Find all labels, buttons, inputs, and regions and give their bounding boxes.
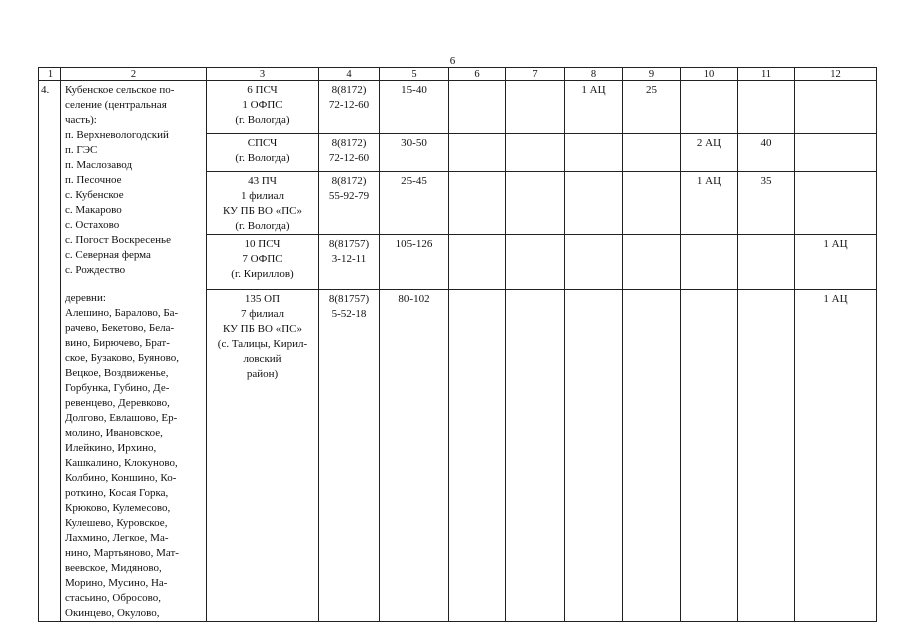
col-header-9: 9 [623,68,681,81]
settlement-name: Кубенское сельское по- [65,84,175,96]
village-list-line: Вецкое, Воздвиженье, [65,367,169,379]
settlement-name: часть): [65,114,97,126]
village-list-line: Лахмино, Легкое, Ма- [65,532,169,544]
village-list-line: деревни: [65,292,106,304]
unit-name [207,171,319,234]
empty-cell [449,235,506,289]
distance-value [623,171,681,234]
settlement-cell [61,81,207,622]
distance-value [738,81,795,134]
place-name: п. Песочное [65,174,122,186]
fire-units-table [38,67,877,622]
empty-cell [506,81,565,134]
unit-name-line: 6 ПСЧ [247,84,278,96]
distance-value [623,235,681,289]
unit-phone [319,134,380,171]
col-header-7: 7 [506,68,565,81]
col-header-2: 2 [61,68,207,81]
unit-name-line: 7 ОФПС [242,253,283,266]
place-name: с. Кубенское [65,189,124,201]
place-name: с. Остахово [65,219,120,231]
unit-name-line: 10 ПСЧ [244,238,281,251]
unit-phone [319,235,380,289]
place-name: с. Погост Воскресенье [65,234,171,246]
village-list-line: рачево, Бекетово, Бела- [65,322,175,334]
distance-value [738,235,795,289]
empty-cell [506,289,565,621]
vehicle-count: 1 АЦ [795,289,877,621]
vehicle-count [681,81,738,134]
unit-name-line: КУ ПБ ВО «ПС» [223,322,302,335]
village-list-line: Морино, Мусино, На- [65,577,168,589]
place-name: п. ГЭС [65,144,98,156]
empty-cell [506,171,565,234]
unit-name-line: (г. Вологда) [235,114,290,126]
village-list-line: Горбунка, Губино, Де- [65,382,170,394]
unit-name-line: (г. Вологда) [235,219,290,232]
unit-phone [319,289,380,621]
unit-name-line: ловский [243,352,282,365]
village-list-line: вино, Бирючево, Брат- [65,337,170,349]
place-name: п. Маслозавод [65,159,133,171]
vehicle-count [795,171,877,234]
unit-name-line: 135 ОП [244,292,281,305]
village-list-line: веевское, Мидяново, [65,562,162,574]
place-name: п. Верхневологодский [65,129,169,141]
unit-name [207,289,319,621]
settlement-name: селение (центральная [65,99,167,111]
vehicle-count [681,235,738,289]
village-list-line: Окинцево, Окулово, [65,607,160,619]
unit-name-line: (с. Талицы, Кирил- [217,337,308,350]
col-header-12: 12 [795,68,877,81]
unit-name-line: 1 ОФПС [242,99,283,111]
distance-value: 35 [738,171,795,234]
table-row [39,81,877,134]
distance-value [623,134,681,171]
phone-line: 3-12-11 [331,253,367,266]
place-name: с. Рождество [65,264,126,276]
phone-line: 8(8172) [331,137,367,150]
empty-cell [449,171,506,234]
page-number: 6 [449,55,456,67]
phone-line: 8(8172) [331,84,367,96]
arrival-time: 30-50 [380,134,449,171]
phone-line: 72-12-60 [328,152,370,165]
column-number-row [39,68,877,81]
col-header-11: 11 [738,68,795,81]
unit-name [207,134,319,171]
unit-name-line: (г. Кириллов) [231,268,294,281]
unit-phone [319,81,380,134]
col-header-1: 1 [39,68,61,81]
village-list-line: Долгово, Евлашово, Ер- [65,412,178,424]
unit-name-line: (г. Вологда) [235,152,290,165]
village-list-line: Илейкино, Ирхино, [65,442,157,454]
empty-cell [506,134,565,171]
village-list-line: роткино, Косая Горка, [65,487,169,499]
arrival-time: 25-45 [380,171,449,234]
unit-name-line: СПСЧ [247,137,278,150]
village-list-line: стасьино, Обросово, [65,592,161,604]
vehicle-count [565,171,623,234]
phone-line: 5-52-18 [331,307,367,320]
phone-line: 8(8172) [331,174,367,187]
empty-cell [449,81,506,134]
distance-value [738,289,795,621]
village-list-line: Крюково, Кулемесово, [65,502,171,514]
phone-line: 8(81757) [328,292,370,305]
vehicle-count: 1 АЦ [795,235,877,289]
vehicle-count [795,81,877,134]
village-list-line: Колбино, Коншино, Ко- [65,472,177,484]
village-list-line: Кулешево, Куровское, [65,517,168,529]
unit-name [207,235,319,289]
vehicle-count [681,289,738,621]
phone-line: 72-12-60 [328,99,370,111]
col-header-3: 3 [207,68,319,81]
col-header-5: 5 [380,68,449,81]
phone-line: 8(81757) [328,238,370,251]
place-name: с. Макарово [65,204,122,216]
unit-name-line: 43 ПЧ [248,174,277,187]
vehicle-count [565,134,623,171]
arrival-time: 15-40 [380,81,449,134]
arrival-time: 80-102 [380,289,449,621]
empty-cell [449,134,506,171]
vehicle-count: 1 АЦ [681,171,738,234]
distance-value [623,289,681,621]
village-list-line: Алешино, Баралово, Ба- [65,307,179,319]
unit-name-line: КУ ПБ ВО «ПС» [223,204,302,217]
vehicle-count: 2 АЦ [681,134,738,171]
unit-name-line: 7 филиал [240,307,285,320]
place-name: с. Северная ферма [65,249,151,261]
col-header-10: 10 [681,68,738,81]
unit-name [207,81,319,134]
vehicle-count: 1 АЦ [565,81,623,134]
unit-phone [319,171,380,234]
vehicle-count [565,235,623,289]
col-header-6: 6 [449,68,506,81]
empty-cell [449,289,506,621]
village-list-line: ревенцево, Деревково, [65,397,170,409]
arrival-time: 105-126 [380,235,449,289]
village-list-line: молино, Ивановское, [65,427,163,439]
empty-cell [506,235,565,289]
village-list-line: ское, Бузаково, Буяново, [65,352,179,364]
vehicle-count [795,134,877,171]
unit-name-line: район) [246,367,279,380]
row-number: 4. [39,81,61,622]
col-header-4: 4 [319,68,380,81]
distance-value: 25 [623,81,681,134]
col-header-8: 8 [565,68,623,81]
distance-value: 40 [738,134,795,171]
unit-name-line: 1 филиал [240,189,285,202]
village-list-line: Кашкалино, Клокуново, [65,457,178,469]
village-list-line: нино, Мартьяново, Мат- [65,547,179,559]
vehicle-count [565,289,623,621]
phone-line: 55-92-79 [328,189,370,202]
